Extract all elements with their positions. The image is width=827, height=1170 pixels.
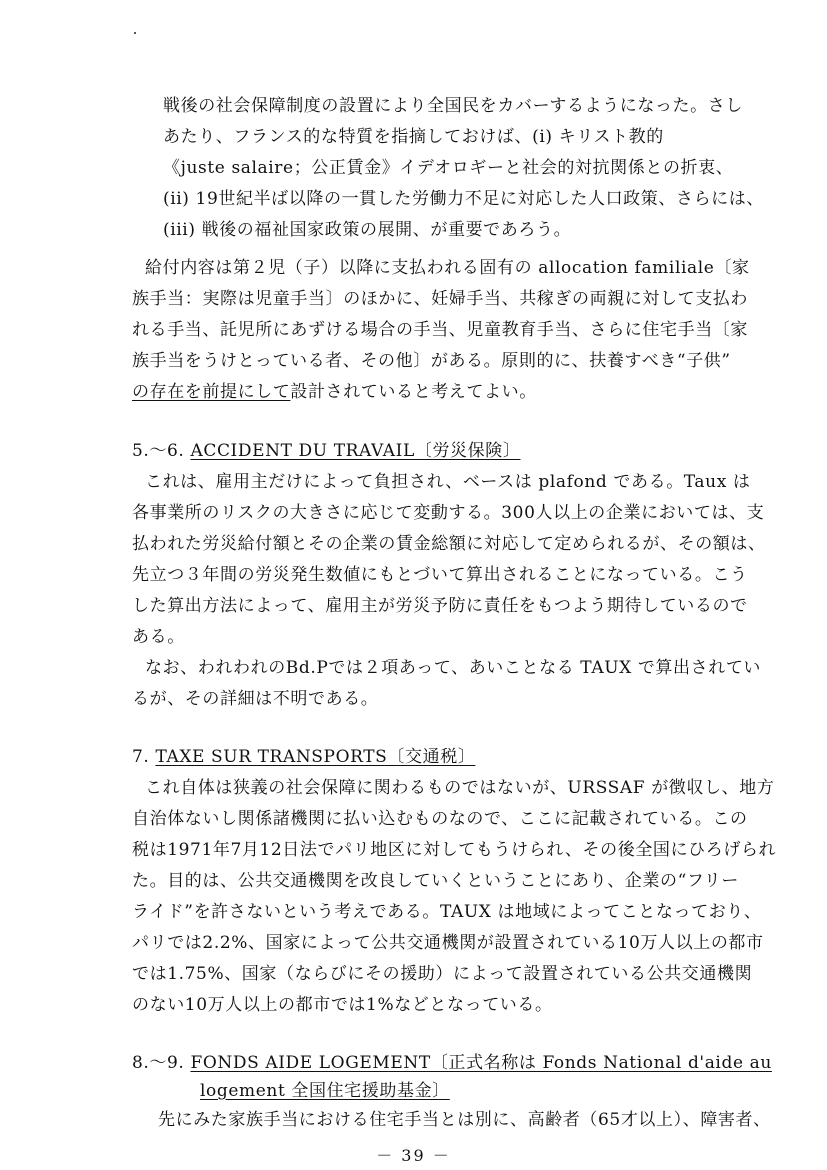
section-number: 8.～9. — [132, 1053, 185, 1073]
section-number: 7. — [132, 747, 150, 767]
para2-last-line — [132, 382, 537, 402]
para2-line: 給付内容は第２児（子）以降に支払われる固有の allocation familiale〔家 — [145, 258, 750, 278]
section-5-6-line: 払われた労災給付額とその企業の賃金総額に対応して定められるが、その額は、 — [132, 534, 766, 554]
section-7-line: のない10万人以上の都市では1%などとなっている。 — [132, 995, 553, 1015]
section-5-6-line: 各事業所のリスクの大きさに応じて変動する。300人以上の企業においては、支 — [132, 503, 765, 523]
para2-line: 族手当：実際は児童手当〕のほかに、妊婦手当、共稼ぎの両親に対して支払わ — [132, 289, 748, 309]
section-7-heading — [132, 747, 475, 767]
section-7-line: これ自体は狭義の社会保障に関わるものではないが、URSSAF が徴収し、地方 — [145, 778, 775, 798]
section-title: FONDS AIDE LOGEMENT〔正式名称は Fonds National d'aide au — [190, 1053, 772, 1073]
section-7-line: 自治体ないし関係諸機関に払い込むものなので、ここに記載されている。この — [132, 809, 748, 829]
section-number: 5.～6. — [132, 441, 185, 461]
section-7-line: では1.75%、国家（ならびにその援助）によって設置されている公共交通機関 — [132, 964, 753, 984]
section-5-6-line: した算出方法によって、雇用主が労災予防に責任をもつよう期待しているので — [132, 596, 748, 616]
section-title-cont: logement 全国住宅援助基金〕 — [200, 1081, 450, 1101]
section-5-6-line: なお、われわれのBd.Pでは２項あって、あいことなる TAUX で算出されてい — [145, 658, 762, 678]
section-8-9-heading — [132, 1053, 772, 1073]
para1-line: (ii) 19世紀半ば以降の一貫した労働力不足に対応した人口政策、さらには、 — [163, 189, 764, 209]
para2-line: れる手当、託児所にあずける場合の手当、児童教育手当、さらに住宅手当〔家 — [132, 320, 748, 340]
underlined-phrase: の存在を前提にして — [132, 382, 291, 402]
section-5-6-line: 先立つ３年間の労災発生数値にもとづいて算出されることになっている。こう — [132, 565, 748, 585]
section-8-9-line: 先にみた家族手当における住宅手当とは別に、高齢者（65才以上）、障害者、 — [158, 1110, 771, 1130]
section-5-6-line: るが、その詳細は不明である。 — [132, 689, 379, 709]
para1-line: あたり、フランス的な特質を指摘しておけば、(i) キリスト教的 — [163, 127, 664, 147]
section-title: ACCIDENT DU TRAVAIL〔労災保険〕 — [190, 441, 521, 461]
section-title: TAXE SUR TRANSPORTS〔交通税〕 — [155, 747, 476, 767]
section-7-line: ライド”を許さないという考えである。TAUX は地域によってことなっており、 — [132, 902, 762, 922]
para2-last-rest: 設計されていると考えてよい。 — [290, 382, 537, 402]
section-8-9-heading-cont — [200, 1081, 450, 1101]
para2-line: 族手当をうけとっている者、その他〕がある。原則的に、扶養すべき“子供” — [132, 351, 731, 371]
section-7-line: た。目的は、公共交通機関を改良していくということにあり、企業の“フリー — [132, 871, 740, 891]
page-number: － 39 － — [376, 1146, 451, 1165]
section-7-line: 税は1971年7月12日法でパリ地区に対してもうけられ、その後全国にひろげられ — [132, 840, 777, 860]
para1-line: 戦後の社会保障制度の設置により全国民をカバーするようになった。さし — [163, 96, 743, 116]
para1-line: (iii) 戦後の福祉国家政策の展開、が重要であろう。 — [163, 220, 572, 240]
scan-speck — [134, 32, 136, 34]
section-7-line: パリでは2.2%、国家によって公共交通機関が設置されている10万人以上の都市 — [132, 933, 764, 953]
para1-line: 《juste salaire；公正賃金》イデオロギーと社会的対抗関係との折衷、 — [163, 158, 734, 178]
section-5-6-heading — [132, 441, 520, 461]
section-5-6-line: ある。 — [132, 627, 185, 647]
section-5-6-line: これは、雇用主だけによって負担され、ベースは plafond である。Taux は — [145, 472, 751, 492]
